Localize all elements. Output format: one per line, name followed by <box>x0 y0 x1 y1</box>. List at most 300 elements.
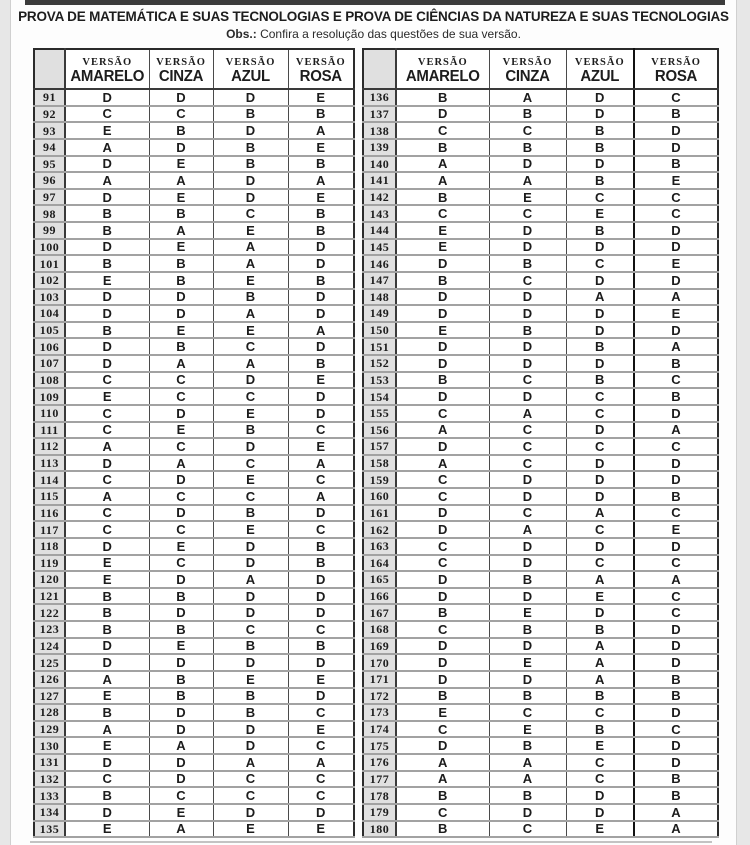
table-row <box>34 737 354 754</box>
table-row <box>34 239 354 256</box>
question-number: 133 <box>34 787 65 804</box>
question-number: 139 <box>363 139 396 156</box>
question-number: 96 <box>34 172 65 189</box>
version-name: AZUL <box>231 67 270 85</box>
answer-cell: C <box>634 438 718 455</box>
answer-cell: E <box>396 239 489 256</box>
answer-cell: D <box>634 654 718 671</box>
answer-cell: A <box>65 139 149 156</box>
answer-cell: C <box>489 704 566 721</box>
answer-cell: D <box>489 638 566 655</box>
table-row <box>363 172 718 189</box>
table-row <box>363 272 718 289</box>
answer-cell: A <box>489 405 566 422</box>
table-row <box>34 189 354 206</box>
answer-cell: C <box>288 737 354 754</box>
answer-cell: C <box>396 621 489 638</box>
answer-cell: C <box>213 488 288 505</box>
question-number: 170 <box>363 654 396 671</box>
answer-cell: B <box>489 106 566 123</box>
answer-cell: C <box>65 372 149 389</box>
answer-cell: C <box>213 205 288 222</box>
version-label: VERSÃO <box>295 56 346 68</box>
table-row <box>363 538 718 555</box>
answer-cell: D <box>634 638 718 655</box>
answer-cell: E <box>288 721 354 738</box>
question-number: 168 <box>363 621 396 638</box>
table-row <box>363 671 718 688</box>
question-number: 152 <box>363 355 396 372</box>
answer-cell: C <box>65 471 149 488</box>
answer-cell: B <box>213 106 288 123</box>
answer-cell: D <box>396 737 489 754</box>
answer-cell: D <box>489 471 566 488</box>
answer-cell: C <box>566 521 634 538</box>
answer-cell: B <box>634 106 718 123</box>
question-number: 141 <box>363 172 396 189</box>
answer-cell: C <box>634 721 718 738</box>
answer-cell: C <box>396 471 489 488</box>
table-row <box>34 538 354 555</box>
answer-cell: E <box>566 821 634 838</box>
answer-cell: B <box>149 588 213 605</box>
answer-cell: B <box>396 89 489 106</box>
table-row <box>34 804 354 821</box>
answer-cell: D <box>489 555 566 572</box>
question-number: 155 <box>363 405 396 422</box>
answer-cell: D <box>65 355 149 372</box>
question-number: 158 <box>363 455 396 472</box>
answer-cell: C <box>213 455 288 472</box>
answer-cell: D <box>213 172 288 189</box>
answer-cell: B <box>65 222 149 239</box>
question-number: 125 <box>34 654 65 671</box>
answer-cell: D <box>634 704 718 721</box>
answer-cell: D <box>213 804 288 821</box>
answer-cell: D <box>566 787 634 804</box>
question-number: 116 <box>34 505 65 522</box>
answer-cell: D <box>396 255 489 272</box>
table-row <box>363 156 718 173</box>
answer-cell: D <box>489 804 566 821</box>
answer-cell: D <box>288 255 354 272</box>
answer-cell: D <box>288 688 354 705</box>
question-number: 109 <box>34 388 65 405</box>
table-row <box>34 704 354 721</box>
question-number: 121 <box>34 588 65 605</box>
answer-cell: D <box>213 538 288 555</box>
answer-cell: A <box>634 571 718 588</box>
answer-cell: E <box>489 604 566 621</box>
table-row <box>34 621 354 638</box>
answer-cell: E <box>634 305 718 322</box>
answer-cell: D <box>566 322 634 339</box>
answer-cell: E <box>65 272 149 289</box>
answer-cell: B <box>65 322 149 339</box>
answer-cell: D <box>396 388 489 405</box>
answer-cell: B <box>65 205 149 222</box>
answer-cell: A <box>65 721 149 738</box>
question-number: 104 <box>34 305 65 322</box>
answer-cell: B <box>634 771 718 788</box>
answer-cell: E <box>149 638 213 655</box>
answer-cell: E <box>489 189 566 206</box>
answer-cell: A <box>149 821 213 838</box>
question-number: 164 <box>363 555 396 572</box>
answer-cell: C <box>213 787 288 804</box>
question-number: 91 <box>34 89 65 106</box>
answer-cell: D <box>288 289 354 306</box>
question-number: 156 <box>363 422 396 439</box>
question-number: 103 <box>34 289 65 306</box>
version-label: VERSÃO <box>574 56 625 68</box>
question-number: 131 <box>34 754 65 771</box>
table-row <box>363 455 718 472</box>
answer-cell: C <box>634 189 718 206</box>
answer-cell: A <box>489 521 566 538</box>
answer-cell: E <box>149 804 213 821</box>
answer-cell: D <box>213 372 288 389</box>
question-number: 143 <box>363 205 396 222</box>
answer-cell: D <box>396 638 489 655</box>
answer-cell: C <box>288 787 354 804</box>
question-number: 176 <box>363 754 396 771</box>
answer-cell: C <box>288 422 354 439</box>
version-header-amarelo <box>396 49 489 89</box>
version-name: AMARELO <box>70 67 145 85</box>
version-header-azul <box>566 49 634 89</box>
table-row <box>34 139 354 156</box>
answer-cell: E <box>149 189 213 206</box>
answer-cell: D <box>65 638 149 655</box>
answer-cell: A <box>213 355 288 372</box>
page-left-margin <box>0 0 11 845</box>
table-row <box>363 604 718 621</box>
answer-cell: C <box>396 804 489 821</box>
answer-cell: C <box>149 787 213 804</box>
answer-cell: B <box>65 704 149 721</box>
table-row <box>34 338 354 355</box>
answer-cell: D <box>149 505 213 522</box>
question-number: 147 <box>363 272 396 289</box>
answer-cell: D <box>396 588 489 605</box>
answer-cell: B <box>634 355 718 372</box>
answer-cell: A <box>566 289 634 306</box>
table-row <box>363 322 718 339</box>
answer-cell: B <box>288 156 354 173</box>
answer-cell: B <box>566 122 634 139</box>
answer-cell: D <box>149 305 213 322</box>
question-number: 105 <box>34 322 65 339</box>
answer-cell: A <box>288 754 354 771</box>
answer-cell: A <box>634 338 718 355</box>
question-number: 102 <box>34 272 65 289</box>
answer-cell: D <box>65 754 149 771</box>
answer-cell: D <box>65 305 149 322</box>
answer-cell: D <box>213 654 288 671</box>
answer-cell: B <box>566 338 634 355</box>
answer-cell: C <box>396 122 489 139</box>
question-number: 94 <box>34 139 65 156</box>
answer-cell: A <box>396 754 489 771</box>
answer-cell: B <box>396 372 489 389</box>
answer-cell: B <box>396 272 489 289</box>
answer-cell: A <box>566 671 634 688</box>
answer-cell: D <box>489 355 566 372</box>
table-row <box>363 422 718 439</box>
answer-cell: E <box>396 322 489 339</box>
table-row <box>34 222 354 239</box>
answer-cell: D <box>149 571 213 588</box>
table-row <box>363 438 718 455</box>
table-row <box>34 521 354 538</box>
table-row <box>34 671 354 688</box>
answer-cell: B <box>566 372 634 389</box>
answer-cell: B <box>213 505 288 522</box>
answer-cell: A <box>288 455 354 472</box>
table-row <box>34 787 354 804</box>
table-row <box>363 737 718 754</box>
answer-cell: C <box>634 555 718 572</box>
answer-cell: B <box>149 338 213 355</box>
table-row <box>363 654 718 671</box>
answer-cell: D <box>65 289 149 306</box>
question-number: 146 <box>363 255 396 272</box>
answer-cell: A <box>566 638 634 655</box>
answer-cell: D <box>288 239 354 256</box>
table-header <box>363 49 718 89</box>
answer-cell: B <box>396 821 489 838</box>
table-row <box>363 205 718 222</box>
answer-cell: B <box>396 688 489 705</box>
answer-cell: A <box>566 571 634 588</box>
answer-cell: C <box>634 89 718 106</box>
table-row <box>34 654 354 671</box>
answer-cell: E <box>634 521 718 538</box>
answer-cell: E <box>213 671 288 688</box>
answer-cell: E <box>65 688 149 705</box>
question-number: 132 <box>34 771 65 788</box>
answer-cell: A <box>634 289 718 306</box>
answer-cell: A <box>65 438 149 455</box>
answer-cell: D <box>566 422 634 439</box>
answer-cell: D <box>566 488 634 505</box>
answer-cell: D <box>489 388 566 405</box>
question-number: 172 <box>363 688 396 705</box>
answer-cell: B <box>288 222 354 239</box>
answer-cell: B <box>396 189 489 206</box>
answer-cell: A <box>149 355 213 372</box>
answer-cell: E <box>213 272 288 289</box>
header-row <box>34 49 354 89</box>
answer-cell: D <box>149 289 213 306</box>
answer-cell: C <box>65 405 149 422</box>
answer-cell: B <box>396 139 489 156</box>
answer-cell: B <box>634 787 718 804</box>
answer-cell: A <box>634 804 718 821</box>
answer-cell: B <box>634 388 718 405</box>
answer-cell: A <box>65 172 149 189</box>
table-header <box>34 49 354 89</box>
table-row <box>34 604 354 621</box>
answer-cell: B <box>566 688 634 705</box>
answer-cell: D <box>396 338 489 355</box>
question-number: 177 <box>363 771 396 788</box>
answer-cell: A <box>489 172 566 189</box>
answer-cell: D <box>489 671 566 688</box>
table-row <box>34 588 354 605</box>
answer-cell: D <box>213 189 288 206</box>
version-label: VERSÃO <box>225 56 276 68</box>
question-number: 163 <box>363 538 396 555</box>
question-number: 97 <box>34 189 65 206</box>
question-column-header <box>34 49 65 89</box>
answer-cell: E <box>566 588 634 605</box>
answer-cell: D <box>288 604 354 621</box>
answer-cell: E <box>566 205 634 222</box>
table-row <box>363 754 718 771</box>
question-number: 159 <box>363 471 396 488</box>
answer-cell: C <box>634 505 718 522</box>
answer-cell: D <box>396 571 489 588</box>
answer-cell: E <box>213 222 288 239</box>
table-row <box>363 338 718 355</box>
question-number: 174 <box>363 721 396 738</box>
answer-cell: D <box>489 488 566 505</box>
table-row <box>363 106 718 123</box>
answer-cell: C <box>396 205 489 222</box>
answer-cell: E <box>288 671 354 688</box>
question-number: 151 <box>363 338 396 355</box>
answer-cell: B <box>288 106 354 123</box>
answer-cell: B <box>489 322 566 339</box>
answer-cell: D <box>489 588 566 605</box>
answer-cell: D <box>489 289 566 306</box>
question-number: 122 <box>34 604 65 621</box>
question-number: 150 <box>363 322 396 339</box>
answer-cell: D <box>65 804 149 821</box>
answer-cell: D <box>149 771 213 788</box>
answer-cell: E <box>213 471 288 488</box>
question-number: 149 <box>363 305 396 322</box>
answer-cell: A <box>149 222 213 239</box>
question-number: 162 <box>363 521 396 538</box>
version-header-rosa <box>634 49 718 89</box>
question-number: 114 <box>34 471 65 488</box>
answer-cell: E <box>65 122 149 139</box>
answer-cell: D <box>396 355 489 372</box>
answer-cell: D <box>149 604 213 621</box>
question-number: 136 <box>363 89 396 106</box>
answer-cell: C <box>213 771 288 788</box>
answer-cell: C <box>566 555 634 572</box>
table-row <box>34 289 354 306</box>
answer-cell: D <box>634 239 718 256</box>
answer-cell: D <box>65 538 149 555</box>
answer-cell: B <box>489 255 566 272</box>
note-label: Obs.: <box>226 27 257 41</box>
answer-cell: D <box>566 272 634 289</box>
answer-cell: D <box>566 239 634 256</box>
answer-cell: B <box>213 156 288 173</box>
table-row <box>34 571 354 588</box>
answer-cell: B <box>489 139 566 156</box>
answer-cell: D <box>566 604 634 621</box>
question-number: 138 <box>363 122 396 139</box>
answer-cell: D <box>396 438 489 455</box>
table-row <box>363 771 718 788</box>
version-label: VERSÃO <box>502 56 553 68</box>
question-number: 130 <box>34 737 65 754</box>
table-row <box>363 305 718 322</box>
answer-cell: B <box>489 688 566 705</box>
table-row <box>363 488 718 505</box>
answer-cell: B <box>288 355 354 372</box>
answer-cell: D <box>566 106 634 123</box>
answer-cell: B <box>213 704 288 721</box>
answer-cell: B <box>149 621 213 638</box>
answer-cell: A <box>213 305 288 322</box>
question-number: 113 <box>34 455 65 472</box>
answer-cell: B <box>396 604 489 621</box>
table-row <box>34 106 354 123</box>
table-row <box>363 255 718 272</box>
answer-cell: E <box>634 255 718 272</box>
answer-cell: B <box>65 604 149 621</box>
answer-cell: A <box>213 571 288 588</box>
answer-cell: C <box>65 422 149 439</box>
table-row <box>363 405 718 422</box>
answer-cell: D <box>65 654 149 671</box>
question-number: 140 <box>363 156 396 173</box>
question-number: 169 <box>363 638 396 655</box>
version-name: AMARELO <box>405 67 480 85</box>
question-number: 153 <box>363 372 396 389</box>
table-row <box>363 688 718 705</box>
table-row <box>34 471 354 488</box>
answer-cell: C <box>566 189 634 206</box>
answer-cell: D <box>65 156 149 173</box>
question-number: 154 <box>363 388 396 405</box>
answer-cell: E <box>149 538 213 555</box>
version-label: VERSÃO <box>82 56 133 68</box>
question-number: 99 <box>34 222 65 239</box>
answer-cell: D <box>65 455 149 472</box>
answer-cell: B <box>213 289 288 306</box>
answer-cell: C <box>566 405 634 422</box>
answer-cell: C <box>149 438 213 455</box>
answer-cell: C <box>213 338 288 355</box>
answer-cell: D <box>213 604 288 621</box>
version-name: CINZA <box>158 67 204 85</box>
answer-cell: D <box>288 338 354 355</box>
answer-cell: B <box>489 787 566 804</box>
answer-cell: A <box>149 455 213 472</box>
answer-cell: D <box>149 139 213 156</box>
answer-cell: B <box>489 737 566 754</box>
answer-cell: B <box>288 638 354 655</box>
question-number: 93 <box>34 122 65 139</box>
answer-cell: C <box>634 588 718 605</box>
answer-cell: C <box>149 372 213 389</box>
answer-cell: C <box>149 521 213 538</box>
table-row <box>34 405 354 422</box>
question-number: 144 <box>363 222 396 239</box>
table-row <box>363 571 718 588</box>
table-row <box>363 471 718 488</box>
question-number: 160 <box>363 488 396 505</box>
answer-cell: B <box>634 488 718 505</box>
